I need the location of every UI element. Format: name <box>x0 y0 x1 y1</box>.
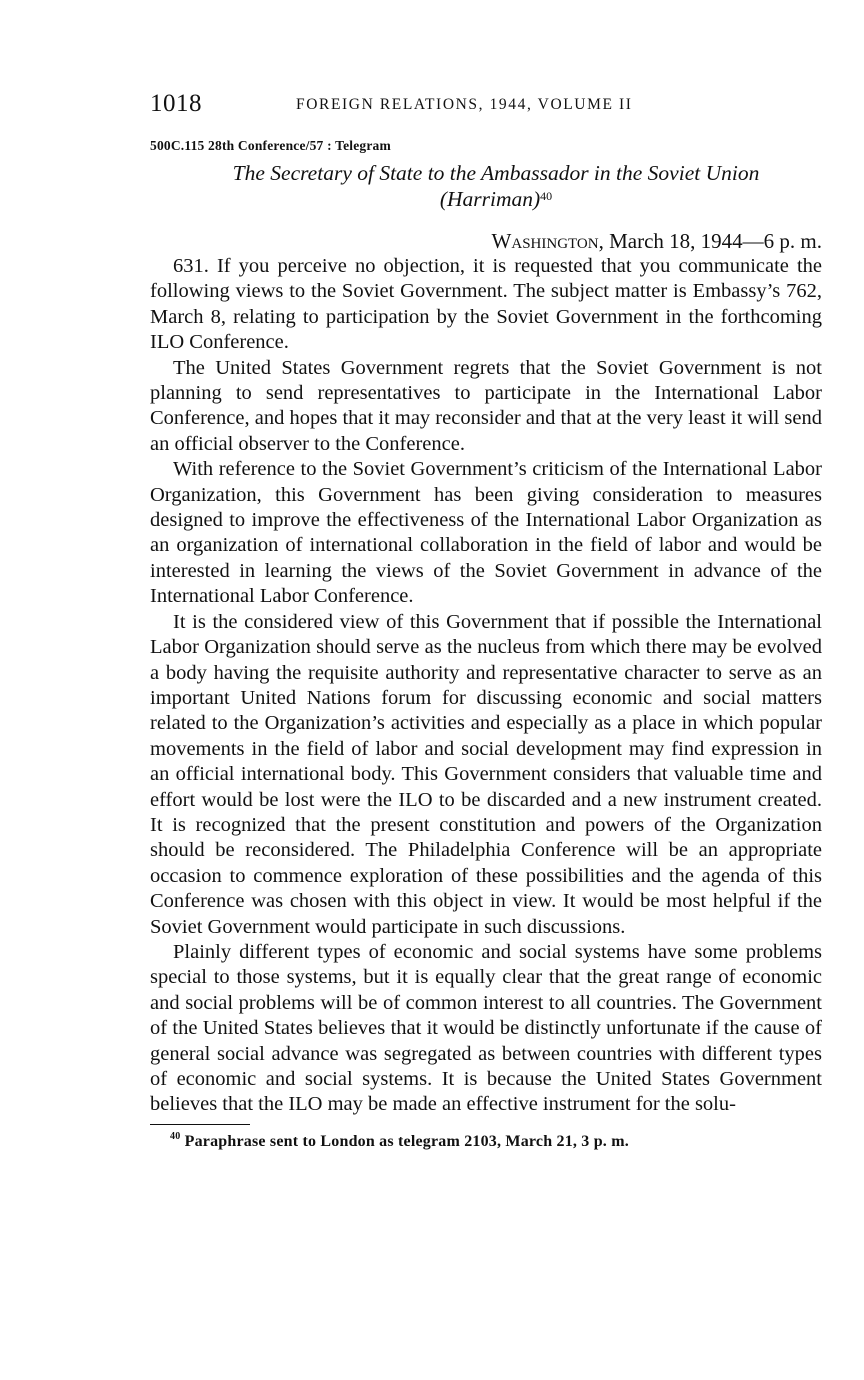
dateline-date: , March 18, 1944—6 p. m. <box>598 229 822 253</box>
running-head-title: FOREIGN RELATIONS, 1944, VOLUME II <box>296 96 633 113</box>
document-title-line1: The Secretary of State to the Ambassador in the Soviet Union <box>232 161 760 185</box>
dateline <box>150 228 822 254</box>
footnote-marker: 40 <box>170 1130 181 1142</box>
telegram-body <box>150 254 822 1118</box>
paragraph: Plainly different types of economic and social systems have some problems special to those systems, but it is equally clear that the great range of economic and social problems will be of common interest to all countries. The Government of the United States believes that it would be distinctly unfortunate if the cause of general social advance was segregated as between countries with different types of economic and social systems. It is because the United States Government believes that the ILO may be made an effective instrument for the solu- <box>150 940 822 1116</box>
footnote <box>150 1130 822 1151</box>
paragraph: 631. If you perceive no objection, it is requested that you communicate the following views to the Soviet Government. The subject matter is Embassy’s 762, March 8, relating to participation by the Soviet Government in the forthcoming ILO Conference. <box>150 255 822 354</box>
file-reference: 500C.115 28th Conference/57 : Telegram <box>150 138 391 153</box>
paragraph: The United States Government regrets that the Soviet Government is not planning to send representatives to participate in the International Labor Conference, and hopes that it may reconsider and that at the very least it will send an official observer to the Conference. <box>150 356 822 455</box>
footnote-divider <box>150 1124 250 1125</box>
paragraph: With reference to the Soviet Government’s criticism of the International Labor Organization, this Government has been giving consideration to measures designed to improve the effectiveness of the International Labor Organization as an organization of international collaboration in the field of labor and would be interested in learning the views of the Soviet Government in advance of the International Labor Conference. <box>150 458 822 608</box>
page-number: 1018 <box>150 90 202 117</box>
dateline-place: Washington <box>491 229 599 253</box>
document-page <box>150 90 822 1151</box>
footnote-text: Paraphrase sent to London as telegram 2103, March 21, 3 p. m. <box>184 1132 629 1150</box>
document-title <box>150 160 822 212</box>
footnote-reference: 40 <box>540 189 553 203</box>
document-title-line2: (Harriman) <box>439 187 541 211</box>
running-head <box>150 90 822 124</box>
paragraph: It is the considered view of this Government that if possible the International Labor Organization should serve as the nucleus from which there may be evolved a body having the requisite authority and representative character to serve as an important United Nations forum for discussing economic and social matters related to the Organization’s activities and especially as a place in which popular movements in the field of labor and social development may find expression in an official international body. This Government considers that valuable time and effort would be lost were the ILO to be discarded and a new instrument created. It is recognized that the present constitution and powers of the Organization should be reconsidered. The Philadelphia Conference will be an appropriate occasion to commence exploration of these possibilities and the agenda of this Conference was chosen with this object in view. It would be most helpful if the Soviet Government would participate in such discussions. <box>150 610 822 938</box>
